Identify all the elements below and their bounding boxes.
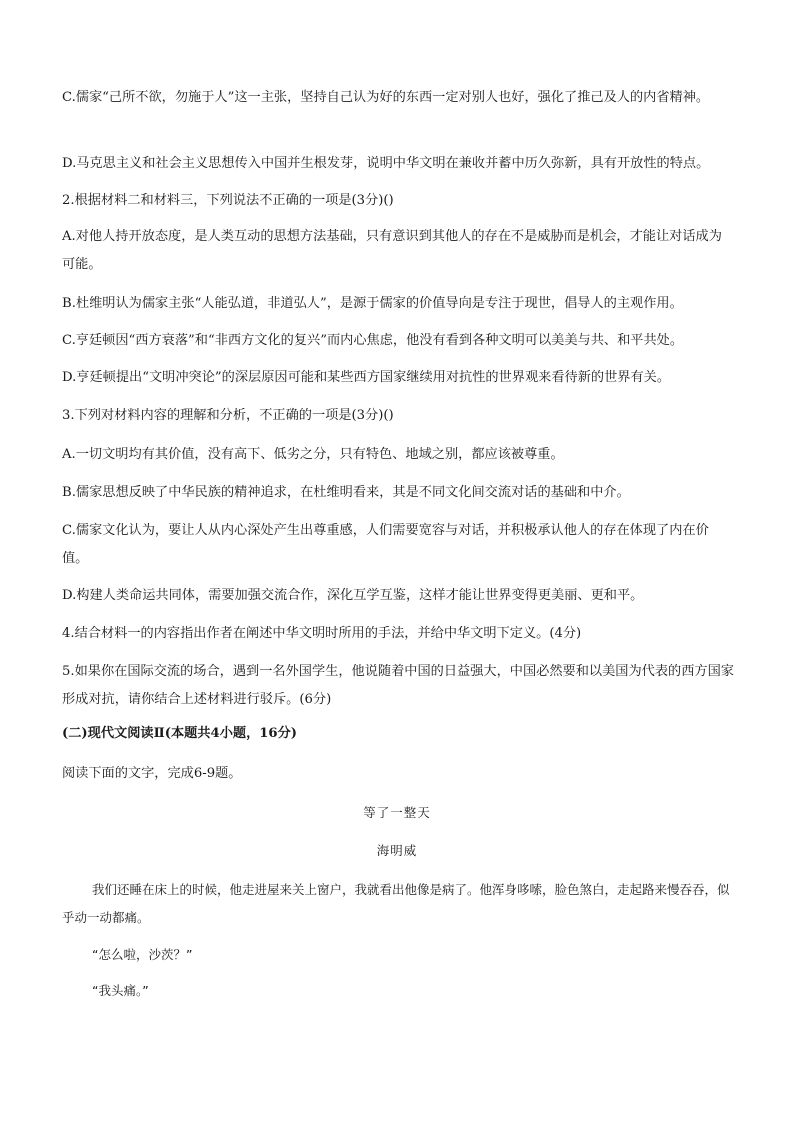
q2-option-b: B.杜维明认为儒家主张“人能弘道，非道弘人”，是源于儒家的价值导向是专注于现世，倡导人的主观作用。 — [62, 296, 683, 311]
q1-option-d: D.马克思主义和社会主义思想传入中国并生根发芽，说明中华文明在兼收并蓄中历久弥新，具有开放性的特点。 — [62, 156, 710, 171]
story-paragraph: 我们还睡在床上的时候，他走进屋来关上窗户，我就看出他像是病了。他浑身哆嗦，脸色煞白，走起路来慢吞吞，似乎动一动都痛。 — [62, 882, 730, 925]
story-title: 等了一整天 — [363, 805, 431, 820]
q3-option-b: B.儒家思想反映了中华民族的精神追求，在杜维明看来，其是不同文化间交流对话的基础和中介。 — [62, 485, 630, 500]
story-dialog-line: “怎么啦，沙茨？” — [92, 947, 193, 962]
q3-option-d: D.构建人类命运共同体，需要加强交流合作，深化互学互鉴，这样才能让世界变得更美丽、更和平。 — [62, 588, 644, 603]
q3-option-a: A.一切文明均有其价值，没有高下、低劣之分，只有特色、地域之别，都应该被尊重。 — [62, 447, 564, 462]
q3-option-c: C.儒家文化认为，要让人从内心深处产生出尊重感，人们需要宽容与对话，并积极承认他人的存在体现了内在价值。 — [62, 523, 709, 566]
q4-question: 4.结合材料一的内容指出作者在阐述中华文明时所用的手法，并给中华文明下定义。(4分) — [62, 626, 582, 641]
story-dialog-line: “我头痛。” — [92, 983, 149, 998]
story-author: 海明威 — [376, 843, 418, 858]
q2-option-c: C.亨廷顿因“西方衰落”和“非西方文化的复兴”而内心焦虑，他没有看到各种文明可以美美与共、和平共处。 — [62, 333, 684, 348]
q2-option-d: D.亨廷顿提出“文明冲突论”的深层原因可能和某些西方国家继续用对抗性的世界观来看待新的世界有关。 — [62, 370, 671, 385]
q3-stem: 3.下列对材料内容的理解和分析，不正确的一项是(3分)() — [62, 408, 394, 423]
section-2-title: (二)现代文阅读Ⅱ(本题共4小题，16分) — [62, 726, 298, 741]
q5-question: 5.如果你在国际交流的场合，遇到一名外国学生，他说随着中国的日益强大，中国必然要和以美国为代表的西方国家形成对抗，请你结合上述材料进行驳斥。(6分) — [62, 664, 734, 707]
section-2-instruction: 阅读下面的文字，完成6-9题。 — [62, 766, 242, 781]
q2-stem: 2.根据材料二和材料三，下列说法不正确的一项是(3分)() — [62, 193, 394, 208]
q1-option-c: C.儒家“己所不欲，勿施于人”这一主张，坚持自己认为好的东西一定对别人也好，强化了推己及人的内省精神。 — [62, 90, 710, 105]
q2-option-a: A.对他人持开放态度，是人类互动的思想方法基础，只有意识到其他人的存在不是威胁而是机会，才能让对话成为可能。 — [62, 229, 722, 272]
